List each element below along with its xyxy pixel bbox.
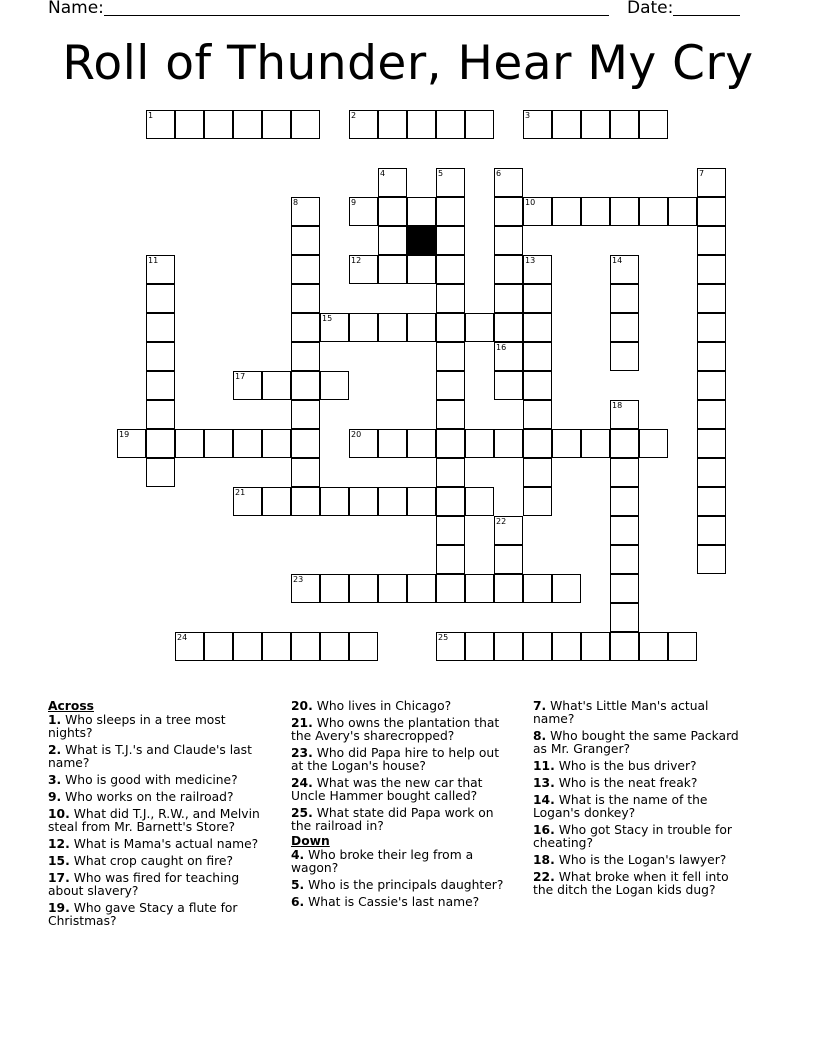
cell-number: 19 <box>119 430 130 439</box>
across-clue <box>48 791 274 804</box>
grid-cell[interactable] <box>262 487 291 516</box>
grid-cell[interactable] <box>494 197 523 226</box>
grid-cell[interactable] <box>610 110 639 139</box>
grid-cell[interactable] <box>610 342 639 371</box>
grid-cell[interactable] <box>697 255 726 284</box>
grid-cell[interactable] <box>378 255 407 284</box>
grid-cell[interactable] <box>697 226 726 255</box>
cell-number: 4 <box>380 169 386 178</box>
page-title: Roll of Thunder, Hear My Cry <box>62 36 754 91</box>
clue-number: 6. <box>291 895 305 909</box>
grid-cell[interactable] <box>697 400 726 429</box>
grid-cell[interactable] <box>175 632 204 661</box>
grid-cell[interactable] <box>494 632 523 661</box>
grid-cell[interactable] <box>146 371 175 400</box>
grid-cell[interactable] <box>378 168 407 197</box>
grid-cell[interactable] <box>494 574 523 603</box>
grid-cell[interactable] <box>407 487 436 516</box>
grid-cell[interactable] <box>291 226 320 255</box>
cell-number: 21 <box>235 488 246 497</box>
grid-cell[interactable] <box>697 458 726 487</box>
cell-number: 23 <box>293 575 304 584</box>
grid-cell[interactable] <box>610 545 639 574</box>
clue-number: 7. <box>533 699 547 713</box>
cell-number: 8 <box>293 198 299 207</box>
grid-cell[interactable] <box>436 429 465 458</box>
grid-cell[interactable] <box>291 632 320 661</box>
clue-text: Who sleeps in a tree most nights? <box>48 713 226 740</box>
clue-number: 13. <box>533 776 555 790</box>
grid-cell[interactable] <box>697 429 726 458</box>
down-clue <box>533 700 748 726</box>
clue-text: What's Little Man's actual name? <box>533 699 709 726</box>
grid-cell[interactable] <box>523 197 552 226</box>
grid-cell[interactable] <box>668 197 697 226</box>
across-clue-list-b <box>291 700 513 833</box>
name-label: Name: <box>48 0 104 18</box>
grid-cell[interactable] <box>436 284 465 313</box>
grid-cell[interactable] <box>552 110 581 139</box>
clue-text: Who owns the plantation that the Avery's sharecropped? <box>291 716 500 743</box>
across-clue <box>291 807 513 833</box>
grid-cell[interactable] <box>436 400 465 429</box>
grid-cell[interactable] <box>320 371 349 400</box>
grid-cell[interactable] <box>291 458 320 487</box>
grid-cell[interactable] <box>610 487 639 516</box>
clue-number: 20. <box>291 699 313 713</box>
grid-cell[interactable] <box>436 313 465 342</box>
grid-cell[interactable] <box>494 429 523 458</box>
grid-cell[interactable] <box>436 632 465 661</box>
grid-cell[interactable] <box>465 429 494 458</box>
grid-cell[interactable] <box>175 110 204 139</box>
across-clue <box>48 902 274 928</box>
down-clue <box>291 879 513 892</box>
clue-number: 1. <box>48 713 62 727</box>
grid-cell[interactable] <box>407 255 436 284</box>
clue-text: Who bought the same Packard as Mr. Granger? <box>533 729 739 756</box>
grid-cell[interactable] <box>436 255 465 284</box>
clue-text: Who is the neat freak? <box>554 776 698 790</box>
grid-cell[interactable] <box>610 197 639 226</box>
grid-cell[interactable] <box>697 516 726 545</box>
grid-cell[interactable] <box>291 255 320 284</box>
grid-cell[interactable] <box>610 255 639 284</box>
clue-number: 18. <box>533 853 555 867</box>
grid-cell[interactable] <box>146 313 175 342</box>
across-clue <box>48 714 274 740</box>
grid-cell[interactable] <box>320 632 349 661</box>
grid-cell[interactable] <box>494 371 523 400</box>
grid-cell[interactable] <box>146 110 175 139</box>
grid-cell[interactable] <box>523 110 552 139</box>
clue-text: Who did Papa hire to help out at the Logan's house? <box>291 746 500 773</box>
grid-cell[interactable] <box>465 487 494 516</box>
across-clue <box>48 808 274 834</box>
grid-cell[interactable] <box>494 226 523 255</box>
cell-number: 25 <box>438 633 449 642</box>
grid-cell[interactable] <box>639 429 668 458</box>
grid-cell[interactable] <box>436 516 465 545</box>
grid-cell[interactable] <box>146 400 175 429</box>
clue-text: Who is the principals daughter? <box>304 878 504 892</box>
down-clue-list-a <box>291 849 513 909</box>
grid-cell[interactable] <box>639 632 668 661</box>
grid-cell[interactable] <box>117 429 146 458</box>
clue-number: 24. <box>291 776 313 790</box>
grid-cell[interactable] <box>697 371 726 400</box>
grid-cell[interactable] <box>581 429 610 458</box>
clues-column-1 <box>48 700 274 932</box>
clue-number: 14. <box>533 793 555 807</box>
grid-cell[interactable] <box>349 487 378 516</box>
cell-number: 13 <box>525 256 536 265</box>
grid-cell[interactable] <box>320 313 349 342</box>
grid-cell[interactable] <box>407 197 436 226</box>
grid-cell[interactable] <box>610 516 639 545</box>
grid-cell[interactable] <box>697 197 726 226</box>
grid-cell[interactable] <box>291 371 320 400</box>
cell-number: 5 <box>438 169 444 178</box>
grid-cell[interactable] <box>697 284 726 313</box>
grid-cell[interactable] <box>494 516 523 545</box>
grid-cell[interactable] <box>291 197 320 226</box>
cell-number: 18 <box>612 401 623 410</box>
grid-cell[interactable] <box>523 574 552 603</box>
clue-text: Who was fired for teaching about slavery? <box>48 871 240 898</box>
across-clue <box>48 872 274 898</box>
grid-cell[interactable] <box>233 371 262 400</box>
clue-text: What state did Papa work on the railroad in? <box>291 806 494 833</box>
grid-cell[interactable] <box>262 429 291 458</box>
grid-cell[interactable] <box>552 429 581 458</box>
grid-cell[interactable] <box>349 255 378 284</box>
across-clue <box>291 747 513 773</box>
clue-text: What is T.J.'s and Claude's last name? <box>48 743 252 770</box>
grid-cell[interactable] <box>581 197 610 226</box>
clue-text: What broke when it fell into the ditch the Logan kids dug? <box>533 870 729 897</box>
clue-number: 5. <box>291 878 305 892</box>
clue-text: What crop caught on fire? <box>69 854 233 868</box>
clue-text: Who works on the railroad? <box>61 790 234 804</box>
grid-cell[interactable] <box>349 429 378 458</box>
clue-number: 25. <box>291 806 313 820</box>
grid-cell[interactable] <box>146 458 175 487</box>
clue-number: 11. <box>533 759 555 773</box>
grid-cell[interactable] <box>436 342 465 371</box>
grid-cell[interactable] <box>291 429 320 458</box>
grid-cell[interactable] <box>262 110 291 139</box>
grid-cell[interactable] <box>146 284 175 313</box>
grid-cell[interactable] <box>349 632 378 661</box>
grid-cell[interactable] <box>378 313 407 342</box>
grid-cell[interactable] <box>291 574 320 603</box>
grid-cell[interactable] <box>581 632 610 661</box>
grid-cell[interactable] <box>233 429 262 458</box>
down-clue-list-b <box>533 700 748 897</box>
clue-text: What was the new car that Uncle Hammer bought called? <box>291 776 483 803</box>
grid-cell[interactable] <box>523 371 552 400</box>
grid-cell[interactable] <box>378 429 407 458</box>
clue-text: Who gave Stacy a flute for Christmas? <box>48 901 238 928</box>
grid-cell[interactable] <box>610 632 639 661</box>
across-clue <box>291 777 513 803</box>
grid-cell[interactable] <box>523 429 552 458</box>
down-clue <box>533 854 748 867</box>
grid-cell[interactable] <box>523 313 552 342</box>
clue-text: Who is the bus driver? <box>554 759 697 773</box>
clue-number: 9. <box>48 790 62 804</box>
cell-number: 14 <box>612 256 623 265</box>
across-clue <box>48 855 274 868</box>
cell-number: 16 <box>496 343 507 352</box>
grid-cell[interactable] <box>291 110 320 139</box>
clue-number: 10. <box>48 807 70 821</box>
grid-cell[interactable] <box>262 632 291 661</box>
grid-cell[interactable] <box>233 487 262 516</box>
grid-cell[interactable] <box>320 574 349 603</box>
grid-cell[interactable] <box>436 197 465 226</box>
grid-cell[interactable] <box>610 284 639 313</box>
grid-cell[interactable] <box>436 371 465 400</box>
grid-cell[interactable] <box>204 110 233 139</box>
black-square <box>407 226 436 255</box>
down-clue <box>291 896 513 909</box>
grid-cell[interactable] <box>494 255 523 284</box>
grid-cell[interactable] <box>436 226 465 255</box>
grid-cell[interactable] <box>407 429 436 458</box>
grid-cell[interactable] <box>233 110 262 139</box>
clue-number: 16. <box>533 823 555 837</box>
grid-cell[interactable] <box>407 110 436 139</box>
grid-cell[interactable] <box>610 603 639 632</box>
down-clue <box>533 777 748 790</box>
grid-cell[interactable] <box>697 487 726 516</box>
grid-cell[interactable] <box>465 574 494 603</box>
grid-cell[interactable] <box>610 429 639 458</box>
grid-cell[interactable] <box>320 487 349 516</box>
grid-cell[interactable] <box>552 574 581 603</box>
grid-cell[interactable] <box>349 574 378 603</box>
grid-cell[interactable] <box>436 110 465 139</box>
grid-cell[interactable] <box>436 545 465 574</box>
grid-cell[interactable] <box>523 255 552 284</box>
across-clue <box>48 744 274 770</box>
grid-cell[interactable] <box>436 168 465 197</box>
grid-cell[interactable] <box>146 429 175 458</box>
cell-number: 10 <box>525 198 536 207</box>
cell-number: 12 <box>351 256 362 265</box>
cell-number: 1 <box>148 111 154 120</box>
grid-cell[interactable] <box>610 574 639 603</box>
clue-number: 2. <box>48 743 62 757</box>
grid-cell[interactable] <box>349 197 378 226</box>
cell-number: 24 <box>177 633 188 642</box>
grid-cell[interactable] <box>494 342 523 371</box>
down-clue <box>533 760 748 773</box>
across-heading: Across <box>48 699 94 713</box>
grid-cell[interactable] <box>581 110 610 139</box>
clue-number: 22. <box>533 870 555 884</box>
grid-cell[interactable] <box>523 284 552 313</box>
clue-number: 17. <box>48 871 70 885</box>
clue-number: 3. <box>48 773 62 787</box>
grid-cell[interactable] <box>146 255 175 284</box>
down-clue <box>533 824 748 850</box>
cell-number: 3 <box>525 111 531 120</box>
grid-cell[interactable] <box>291 400 320 429</box>
cell-number: 9 <box>351 198 357 207</box>
clue-text: What is Cassie's last name? <box>304 895 480 909</box>
grid-cell[interactable] <box>552 632 581 661</box>
down-clue <box>533 871 748 897</box>
clue-number: 21. <box>291 716 313 730</box>
grid-cell[interactable] <box>610 313 639 342</box>
grid-cell[interactable] <box>523 458 552 487</box>
grid-cell[interactable] <box>465 110 494 139</box>
clue-number: 15. <box>48 854 70 868</box>
grid-cell[interactable] <box>639 197 668 226</box>
clue-number: 12. <box>48 837 70 851</box>
clues-column-3 <box>533 700 748 901</box>
clue-text: Who lives in Chicago? <box>312 699 452 713</box>
grid-cell[interactable] <box>697 313 726 342</box>
clues-column-2 <box>291 700 513 913</box>
across-clue <box>48 838 274 851</box>
grid-cell[interactable] <box>262 371 291 400</box>
grid-cell[interactable] <box>378 574 407 603</box>
grid-cell[interactable] <box>378 226 407 255</box>
grid-cell[interactable] <box>175 429 204 458</box>
grid-cell[interactable] <box>291 313 320 342</box>
grid-cell[interactable] <box>291 487 320 516</box>
grid-cell[interactable] <box>407 574 436 603</box>
cell-number: 22 <box>496 517 507 526</box>
cell-number: 2 <box>351 111 357 120</box>
grid-cell[interactable] <box>378 110 407 139</box>
clue-text: What is Mama's actual name? <box>69 837 259 851</box>
clue-number: 23. <box>291 746 313 760</box>
grid-cell[interactable] <box>291 342 320 371</box>
grid-cell[interactable] <box>494 313 523 342</box>
clue-text: What did T.J., R.W., and Melvin steal from Mr. Barnett's Store? <box>48 807 260 834</box>
clue-text: Who got Stacy in trouble for cheating? <box>533 823 732 850</box>
grid-cell[interactable] <box>465 313 494 342</box>
grid-cell[interactable] <box>639 110 668 139</box>
grid-cell[interactable] <box>523 487 552 516</box>
date-label: Date: <box>627 0 674 18</box>
across-clue <box>291 717 513 743</box>
down-clue <box>533 794 748 820</box>
grid-cell[interactable] <box>291 284 320 313</box>
grid-cell[interactable] <box>436 574 465 603</box>
down-clue <box>291 849 513 875</box>
clue-number: 19. <box>48 901 70 915</box>
grid-cell[interactable] <box>349 313 378 342</box>
grid-cell[interactable] <box>494 284 523 313</box>
across-clue <box>291 700 513 713</box>
grid-cell[interactable] <box>610 458 639 487</box>
down-heading: Down <box>291 834 330 848</box>
cell-number: 17 <box>235 372 246 381</box>
grid-cell[interactable] <box>697 168 726 197</box>
grid-cell[interactable] <box>552 197 581 226</box>
grid-cell[interactable] <box>349 110 378 139</box>
grid-cell[interactable] <box>378 197 407 226</box>
clue-text: Who broke their leg from a wagon? <box>291 848 474 875</box>
grid-cell[interactable] <box>523 632 552 661</box>
down-clue <box>533 730 748 756</box>
grid-cell[interactable] <box>523 342 552 371</box>
clue-text: Who is good with medicine? <box>61 773 238 787</box>
cell-number: 20 <box>351 430 362 439</box>
cell-number: 7 <box>699 169 705 178</box>
grid-cell[interactable] <box>407 313 436 342</box>
cell-number: 6 <box>496 169 502 178</box>
clue-number: 8. <box>533 729 547 743</box>
across-clue <box>48 774 274 787</box>
clue-number: 4. <box>291 848 305 862</box>
grid-cell[interactable] <box>436 487 465 516</box>
across-clue-list-a <box>48 714 274 928</box>
grid-cell[interactable] <box>436 458 465 487</box>
grid-cell[interactable] <box>494 168 523 197</box>
cell-number: 15 <box>322 314 333 323</box>
grid-cell[interactable] <box>697 342 726 371</box>
grid-cell[interactable] <box>233 632 262 661</box>
grid-cell[interactable] <box>378 487 407 516</box>
cell-number: 11 <box>148 256 159 265</box>
grid-cell[interactable] <box>204 429 233 458</box>
grid-cell[interactable] <box>697 545 726 574</box>
grid-cell[interactable] <box>494 545 523 574</box>
grid-cell[interactable] <box>465 632 494 661</box>
grid-cell[interactable] <box>204 632 233 661</box>
clue-text: Who is the Logan's lawyer? <box>554 853 727 867</box>
grid-cell[interactable] <box>610 400 639 429</box>
grid-cell[interactable] <box>146 342 175 371</box>
clue-text: What is the name of the Logan's donkey? <box>533 793 708 820</box>
grid-cell[interactable] <box>668 632 697 661</box>
grid-cell[interactable] <box>523 400 552 429</box>
